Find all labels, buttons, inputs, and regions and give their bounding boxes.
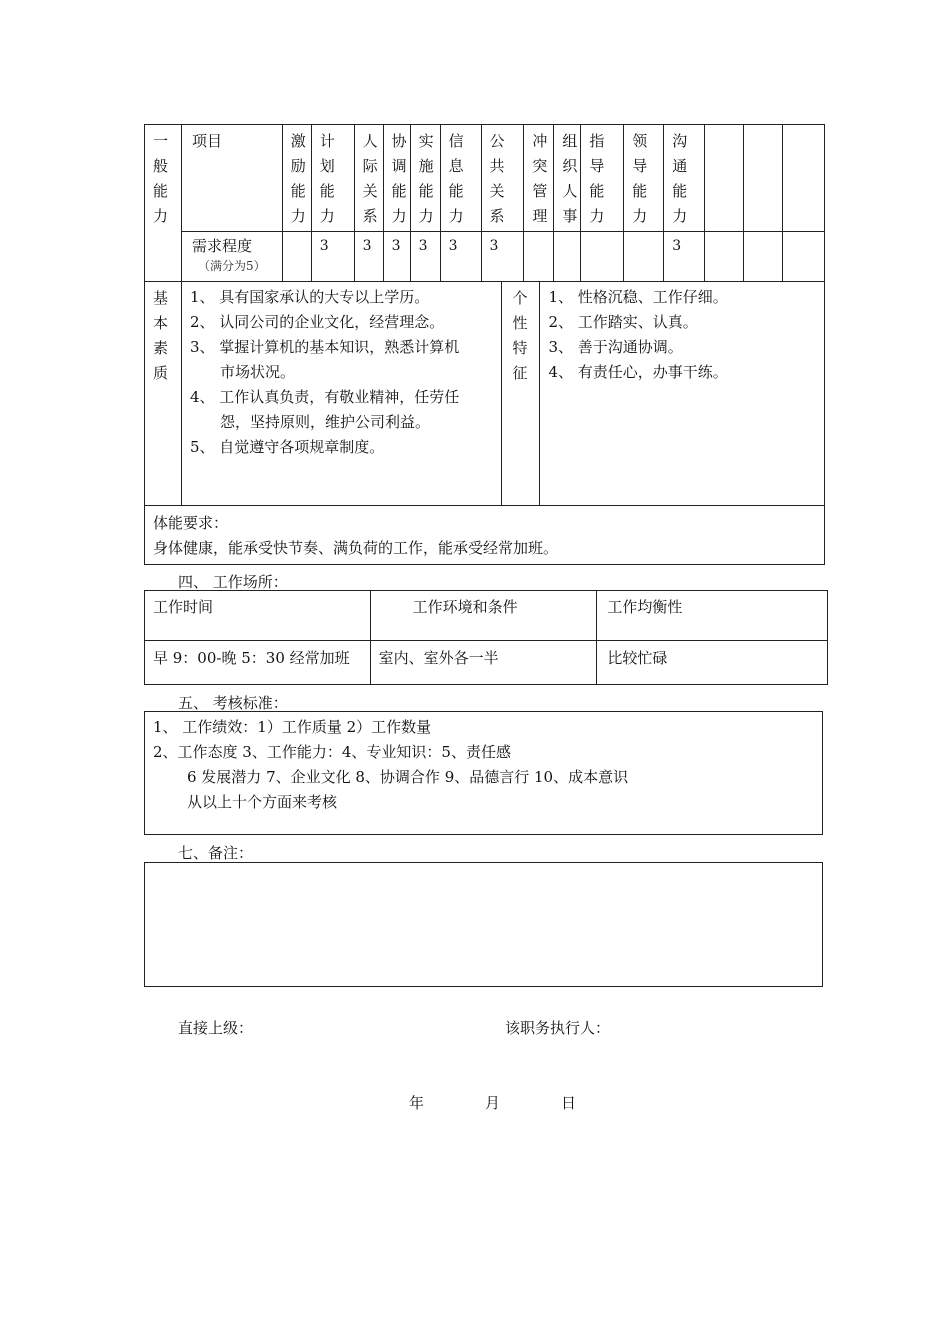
workplace-header-time: 工作时间 <box>145 591 371 641</box>
item-label: 项目 <box>181 125 282 232</box>
ability-item: 计 划 能 力 <box>311 125 354 232</box>
quality-item-cont: 市场状况。 <box>219 363 295 381</box>
demand-value: 3 <box>311 232 354 282</box>
ability-item: 实 施 能 力 <box>410 125 440 232</box>
date-year: 年 <box>409 1094 425 1112</box>
executor-label: 该职务执行人： <box>505 1019 611 1037</box>
ability-item: 人 际 关 系 <box>354 125 383 232</box>
demand-value: 3 <box>664 232 705 282</box>
quality-item: 2、 认同公司的企业文化，经营理念。 <box>189 313 445 331</box>
ability-item-empty <box>782 125 824 232</box>
demand-value <box>624 232 664 282</box>
ability-item: 指 导 能 力 <box>581 125 624 232</box>
assessment-line: 2、工作态度 3、工作能力：4、专业知识：5、责任感 <box>153 743 511 761</box>
physical-label: 体能要求： <box>153 514 229 532</box>
ability-item: 激 励 能 力 <box>282 125 311 232</box>
demand-value <box>705 232 744 282</box>
demand-value: 3 <box>410 232 440 282</box>
ability-item: 领 导 能 力 <box>624 125 664 232</box>
workplace-header-env: 工作环境和条件 <box>370 591 597 641</box>
quality-item: 4、 工作认真负责，有敬业精神，任劳任 <box>189 388 460 406</box>
personality-item: 4、 有责任心，办事干练。 <box>548 363 728 381</box>
remarks-box <box>144 862 823 987</box>
personality-item: 1、 性格沉稳、工作仔细。 <box>548 288 728 306</box>
demand-value: 3 <box>440 232 481 282</box>
workplace-table <box>144 590 828 685</box>
ability-item-empty <box>705 125 744 232</box>
quality-item: 1、 具有国家承认的大专以上学历。 <box>189 288 430 306</box>
demand-value <box>282 232 311 282</box>
personality-item: 3、 善于沟通协调。 <box>548 338 683 356</box>
assessment-line: 6 发展潜力 7、企业文化 8、协调合作 9、品德言行 10、成本意识 <box>187 768 629 786</box>
ability-item: 信 息 能 力 <box>440 125 481 232</box>
ability-item: 冲 突 管 理 <box>524 125 554 232</box>
ability-item: 组 织 人 事 <box>554 125 581 232</box>
workplace-header-balance: 工作均衡性 <box>597 591 828 641</box>
qualities-table <box>144 281 825 565</box>
demand-value <box>554 232 581 282</box>
demand-label: 需求程度 <box>191 237 252 255</box>
workplace-value-time: 早 9：00-晚 5：30 经常加班 <box>145 641 371 685</box>
date-month: 月 <box>485 1094 501 1112</box>
demand-value: 3 <box>354 232 383 282</box>
demand-label-cell <box>181 232 282 282</box>
remarks-title: 七、备注： <box>178 844 254 862</box>
personality-item: 2、 工作踏实、认真。 <box>548 313 698 331</box>
qualities-list <box>181 282 502 506</box>
demand-value <box>581 232 624 282</box>
demand-value: 3 <box>481 232 524 282</box>
workplace-value-balance: 比较忙碌 <box>597 641 828 685</box>
assessment-line: 1、 工作绩效：1）工作质量 2）工作数量 <box>153 718 432 736</box>
ability-item: 公 共 关 系 <box>481 125 524 232</box>
demand-value <box>782 232 824 282</box>
demand-value <box>744 232 783 282</box>
quality-item: 3、 掌握计算机的基本知识，熟悉计算机 <box>189 338 460 356</box>
personality-header: 个 性 特 征 <box>502 282 540 506</box>
ability-item-empty <box>744 125 783 232</box>
assessment-line: 从以上十个方面来考核 <box>187 793 338 811</box>
ability-row-header: 一 般 能 力 <box>145 125 182 282</box>
demand-note: （满分为5） <box>197 259 266 273</box>
quality-item: 5、 自觉遵守各项规章制度。 <box>189 438 385 456</box>
assessment-box <box>144 711 823 835</box>
date-day: 日 <box>561 1094 577 1112</box>
qualities-header: 基 本 素 质 <box>145 282 182 506</box>
personality-list <box>540 282 825 506</box>
assessment-title: 五、 考核标准： <box>178 694 288 712</box>
quality-item-cont: 怨，坚持原则，维护公司利益。 <box>219 413 430 431</box>
demand-value <box>524 232 554 282</box>
ability-table <box>144 124 825 282</box>
physical-text: 身体健康，能承受快节奏、满负荷的工作，能承受经常加班。 <box>153 539 559 557</box>
supervisor-label: 直接上级： <box>178 1019 254 1037</box>
ability-item: 沟 通 能 力 <box>664 125 705 232</box>
physical-cell <box>145 506 825 565</box>
workplace-title: 四、 工作场所： <box>178 573 288 591</box>
ability-item: 协 调 能 力 <box>383 125 410 232</box>
demand-value: 3 <box>383 232 410 282</box>
workplace-value-env: 室内、室外各一半 <box>370 641 597 685</box>
